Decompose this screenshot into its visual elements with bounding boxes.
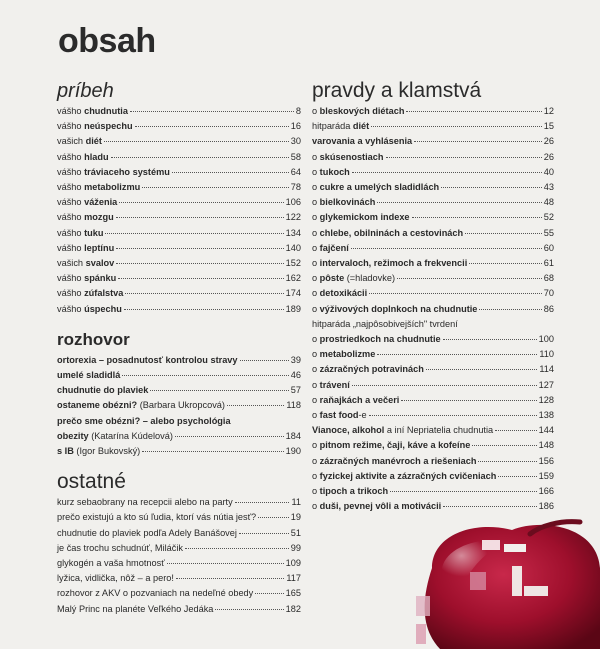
dot-leader: [352, 385, 537, 386]
toc-entry: [57, 180, 301, 195]
toc-entry: [57, 495, 301, 510]
right-column: [312, 80, 554, 514]
toc-entry-page: 39: [290, 354, 301, 365]
toc-entry-page: 16: [290, 121, 301, 132]
toc-entry-title: o fast food-e: [312, 410, 367, 421]
toc-entry: [312, 134, 554, 149]
dot-leader: [377, 354, 537, 355]
toc-entry-page: 184: [285, 430, 301, 441]
toc-entry: [312, 180, 554, 195]
dot-leader: [412, 217, 542, 218]
dot-leader: [135, 126, 289, 127]
toc-entry-title: vášho neúspechu: [57, 121, 133, 132]
toc-entry-page: 43: [543, 182, 554, 193]
dot-leader: [124, 309, 284, 310]
toc-entry-title: ortorexia – posadnutosť kontrolou stravy: [57, 354, 238, 365]
section-heading-pribeh: príbeh: [57, 80, 114, 102]
dot-leader: [479, 309, 541, 310]
toc-entry: [57, 119, 301, 134]
toc-entry-title: o trávení: [312, 379, 350, 390]
toc-entry: [312, 454, 554, 469]
toc-entry-title: umelé sladidlá: [57, 370, 121, 381]
dot-leader: [377, 202, 541, 203]
toc-list-ostatne: [57, 495, 301, 617]
dot-leader: [176, 578, 284, 579]
toc-entry: [312, 226, 554, 241]
toc-entry-title: vášho váženia: [57, 197, 118, 208]
toc-entry-title: o zázračných manévroch a riešeniach: [312, 455, 477, 466]
toc-entry: [57, 556, 301, 571]
dot-leader: [478, 461, 536, 462]
dot-leader: [406, 111, 541, 112]
toc-entry: [312, 362, 554, 377]
toc-entry-page: 8: [295, 106, 301, 116]
toc-entry-page: 182: [285, 603, 301, 614]
toc-entry-title: varovania a vyhlásenia: [312, 136, 413, 147]
toc-entry: [57, 302, 301, 317]
toc-entry-page: 189: [285, 303, 301, 314]
toc-entry-page: 118: [286, 400, 301, 411]
dot-leader: [122, 375, 288, 376]
dot-leader: [111, 157, 289, 158]
toc-entry-title: vášho hladu: [57, 151, 109, 162]
toc-entry-title: o glykemickom indexe: [312, 212, 410, 223]
toc-entry-page: 11: [291, 497, 301, 508]
toc-entry-title: o duši, pevnej vôli a motivácii: [312, 501, 442, 512]
toc-entry-page: 19: [290, 512, 301, 523]
dot-leader: [498, 476, 536, 477]
toc-entry-title: vášho zúfalstva: [57, 288, 124, 299]
toc-entry: [312, 302, 554, 317]
dot-leader: [142, 451, 283, 452]
toc-entry-title: o metabolizme: [312, 349, 376, 360]
toc-entry: [312, 393, 554, 408]
dot-leader: [371, 126, 542, 127]
toc-entry-title: o tukoch: [312, 166, 350, 177]
page-title: obsah: [58, 22, 156, 60]
dot-leader: [401, 400, 536, 401]
toc-entry-title: o zázračných potravinách: [312, 364, 424, 375]
dot-leader: [185, 548, 289, 549]
toc-entry-page: 46: [290, 370, 301, 381]
toc-entry-page: 190: [285, 446, 301, 457]
toc-entry: [312, 119, 554, 134]
toc-entry: [57, 398, 301, 413]
dot-leader: [239, 533, 289, 534]
toc-entry-title: s IB (Igor Bukovský): [57, 446, 141, 457]
toc-entry-page: 165: [285, 588, 301, 599]
dot-leader: [386, 157, 542, 158]
toc-entry-page: 117: [286, 573, 301, 584]
dot-leader: [369, 293, 542, 294]
toc-entry-title: o skúsenostiach: [312, 151, 384, 162]
toc-entry: [312, 271, 554, 286]
section-heading-pravdy: pravdy a klamstvá: [312, 79, 482, 102]
toc-entry-page: 156: [538, 455, 554, 466]
toc-entry-page: 100: [538, 334, 554, 345]
toc-entry: [57, 414, 301, 429]
toc-entry: [57, 226, 301, 241]
dot-leader: [167, 563, 284, 564]
dot-leader: [469, 263, 542, 264]
dot-leader: [116, 248, 283, 249]
dot-leader: [105, 233, 283, 234]
toc-entry: [312, 165, 554, 180]
toc-entry-page: 86: [543, 303, 554, 314]
toc-entry: [57, 368, 301, 383]
dot-leader: [255, 593, 283, 594]
dot-leader: [227, 405, 284, 406]
toc-entry-title: rozhovor z AKV o pozvaniach na nedeľné obedy: [57, 588, 254, 599]
toc-entry-title: o pôste (=hladovke): [312, 273, 396, 284]
toc-entry: [312, 195, 554, 210]
toc-entry-page: 52: [543, 212, 554, 223]
toc-entry: [312, 150, 554, 165]
toc-entry-page: 40: [543, 166, 554, 177]
toc-entry-title: o bleskových diétach: [312, 106, 405, 116]
dot-leader: [116, 217, 284, 218]
toc-entry: [57, 586, 301, 601]
toc-entry-title: vašich diét: [57, 136, 102, 147]
toc-entry: [312, 438, 554, 453]
toc-entry-title: vášho tráviaceho systému: [57, 166, 170, 177]
toc-entry-title: Vianoce, alkohol a iní Nepriatelia chudnutia: [312, 425, 494, 436]
toc-entry-title: vašich svalov: [57, 258, 115, 269]
toc-entry-title: ostaneme obézni? (Barbara Ukropcová): [57, 400, 225, 411]
toc-entry-title: chudnutie do plaviek podľa Adely Banášovej: [57, 527, 237, 538]
toc-entry-page: 110: [539, 349, 554, 360]
dot-leader: [495, 430, 537, 431]
toc-entry: [312, 423, 554, 438]
toc-entry: [57, 602, 301, 617]
toc-entry-title: vášho leptínu: [57, 242, 115, 253]
toc-entry: [57, 510, 301, 525]
toc-entry: [312, 256, 554, 271]
toc-entry-page: 68: [543, 273, 554, 284]
dot-leader: [426, 369, 538, 370]
toc-entry-title: o raňajkách a večeri: [312, 394, 400, 405]
toc-entry-page: 114: [539, 364, 554, 375]
dot-leader: [130, 111, 294, 112]
toc-entry: [57, 271, 301, 286]
toc-entry-title: obezity (Katarína Kúdelová): [57, 430, 173, 441]
toc-entry-page: 162: [285, 273, 301, 284]
toc-entry: [57, 286, 301, 301]
dot-leader: [215, 609, 283, 610]
toc-entry: [57, 353, 301, 368]
toc-entry-page: 61: [543, 258, 554, 269]
toc-entry-page: 51: [290, 527, 301, 538]
toc-entry-title: lyžica, vidlička, nôž – a pero!: [57, 573, 174, 584]
toc-entry: [57, 150, 301, 165]
dot-leader: [119, 202, 283, 203]
toc-entry-page: 152: [285, 258, 301, 269]
dot-leader: [441, 187, 542, 188]
toc-entry-page: 109: [285, 558, 301, 569]
toc-entry-page: 128: [538, 394, 554, 405]
toc-entry-title: vášho mozgu: [57, 212, 114, 223]
toc-entry: [57, 526, 301, 541]
toc-entry-page: 159: [538, 470, 554, 481]
toc-list-rozhovor: [57, 353, 301, 459]
toc-entry-title: o bielkovinách: [312, 197, 376, 208]
toc-entry-title: je čas trochu schudnúť, Miláčik: [57, 542, 184, 553]
toc-entry: [57, 104, 301, 119]
toc-entry-page: 144: [538, 425, 554, 436]
toc-entry-title: prečo sme obézni? – alebo psychológia: [57, 415, 231, 426]
toc-entry-title: o chlebe, obilninách a cestovinách: [312, 227, 464, 238]
toc-list-pravdy: [312, 104, 554, 514]
toc-entry-page: 122: [285, 212, 301, 223]
section-heading-rozhovor: rozhovor: [57, 329, 130, 349]
toc-entry-page: 58: [290, 151, 301, 162]
dot-leader: [443, 339, 537, 340]
toc-entry: [57, 165, 301, 180]
dot-leader: [414, 141, 542, 142]
toc-entry-title: glykogén a vaša hmotnosť: [57, 558, 165, 569]
dot-leader: [175, 436, 284, 437]
toc-list-pribeh: [57, 104, 301, 317]
toc-entry-page: 148: [538, 440, 554, 451]
toc-entry: [57, 383, 301, 398]
toc-entry: [312, 408, 554, 423]
toc-entry: [57, 429, 301, 444]
toc-entry: [312, 286, 554, 301]
dot-leader: [352, 172, 542, 173]
dot-leader: [465, 233, 542, 234]
dot-leader: [258, 517, 289, 518]
toc-entry: [312, 484, 554, 499]
toc-entry-title: o pitnom režime, čaji, káve a kofeíne: [312, 440, 471, 451]
toc-entry: [57, 241, 301, 256]
toc-entry: [312, 241, 554, 256]
toc-entry-title: o výživových doplnkoch na chudnutie: [312, 303, 478, 314]
toc-entry-page: 127: [538, 379, 554, 390]
toc-entry-title: o cukre a umelých sladidlách: [312, 182, 440, 193]
toc-entry-title: o detoxikácii: [312, 288, 368, 299]
toc-entry-page: 26: [543, 151, 554, 162]
toc-entry: [312, 317, 554, 332]
toc-entry: [57, 541, 301, 556]
toc-entry: [57, 195, 301, 210]
toc-entry-title: o prostriedkoch na chudnutie: [312, 334, 441, 345]
toc-entry-title: o fyzickej aktivite a zázračných cvičeniach: [312, 470, 497, 481]
toc-entry-title: hitparáda „najpôsobivejších" tvrdení: [312, 318, 458, 329]
toc-entry: [312, 347, 554, 362]
toc-entry-title: hitparáda diét: [312, 121, 370, 132]
toc-entry-title: vášho chudnutia: [57, 106, 128, 116]
dot-leader: [472, 445, 536, 446]
left-column: [57, 80, 301, 617]
dot-leader: [240, 360, 289, 361]
dot-leader: [369, 415, 537, 416]
toc-entry-title: o fajčení: [312, 242, 349, 253]
toc-entry-page: 99: [290, 542, 301, 553]
toc-entry: [57, 256, 301, 271]
toc-entry-page: 106: [285, 197, 301, 208]
dot-leader: [125, 293, 283, 294]
toc-entry-page: 15: [543, 121, 554, 132]
toc-entry: [312, 104, 554, 119]
toc-entry-page: 174: [285, 288, 301, 299]
toc-entry-title: kurz sebaobrany na recepcii alebo na party: [57, 497, 233, 508]
toc-entry-page: 30: [290, 136, 301, 147]
toc-entry-page: 166: [538, 486, 554, 497]
toc-entry: [57, 210, 301, 225]
toc-entry-title: prečo existujú a kto sú ľudia, ktorí vás nútia jesť?: [57, 512, 257, 523]
toc-entry-title: vášho spánku: [57, 273, 117, 284]
toc-entry-page: 186: [538, 501, 554, 512]
dot-leader: [150, 390, 288, 391]
dot-leader: [116, 263, 283, 264]
toc-entry-title: o tipoch a trikoch: [312, 486, 389, 497]
section-heading-ostatne: ostatné: [57, 470, 126, 494]
toc-entry-page: 26: [543, 136, 554, 147]
dot-leader: [172, 172, 289, 173]
toc-entry-page: 70: [543, 288, 554, 299]
toc-entry-page: 55: [543, 227, 554, 238]
toc-entry-title: vášho úspechu: [57, 303, 122, 314]
toc-entry-page: 64: [290, 166, 301, 177]
dot-leader: [118, 278, 283, 279]
toc-entry-page: 12: [543, 106, 554, 116]
toc-entry-page: 134: [285, 227, 301, 238]
toc-entry-page: 138: [538, 410, 554, 421]
toc-entry: [57, 134, 301, 149]
toc-entry-title: vášho metabolizmu: [57, 182, 141, 193]
toc-entry-title: chudnutie do plaviek: [57, 385, 149, 396]
toc-entry-title: Malý Princ na planéte Veľkého Jedáka: [57, 603, 214, 614]
toc-entry: [312, 378, 554, 393]
dot-leader: [142, 187, 289, 188]
apple-image: [412, 508, 600, 649]
toc-entry-page: 60: [543, 242, 554, 253]
toc-entry-page: 78: [290, 182, 301, 193]
toc-entry-page: 48: [543, 197, 554, 208]
toc-entry: [57, 444, 301, 459]
dot-leader: [351, 248, 542, 249]
dot-leader: [397, 278, 542, 279]
dot-leader: [104, 141, 289, 142]
toc-entry: [312, 210, 554, 225]
dot-leader: [390, 491, 537, 492]
toc-entry-title: o intervaloch, režimoch a frekvencii: [312, 258, 468, 269]
dot-leader: [235, 502, 290, 503]
toc-entry: [312, 332, 554, 347]
toc-entry: [312, 469, 554, 484]
toc-entry-page: 57: [290, 385, 301, 396]
toc-entry: [57, 571, 301, 586]
toc-entry-title: vášho tuku: [57, 227, 104, 238]
toc-entry-page: 140: [285, 242, 301, 253]
